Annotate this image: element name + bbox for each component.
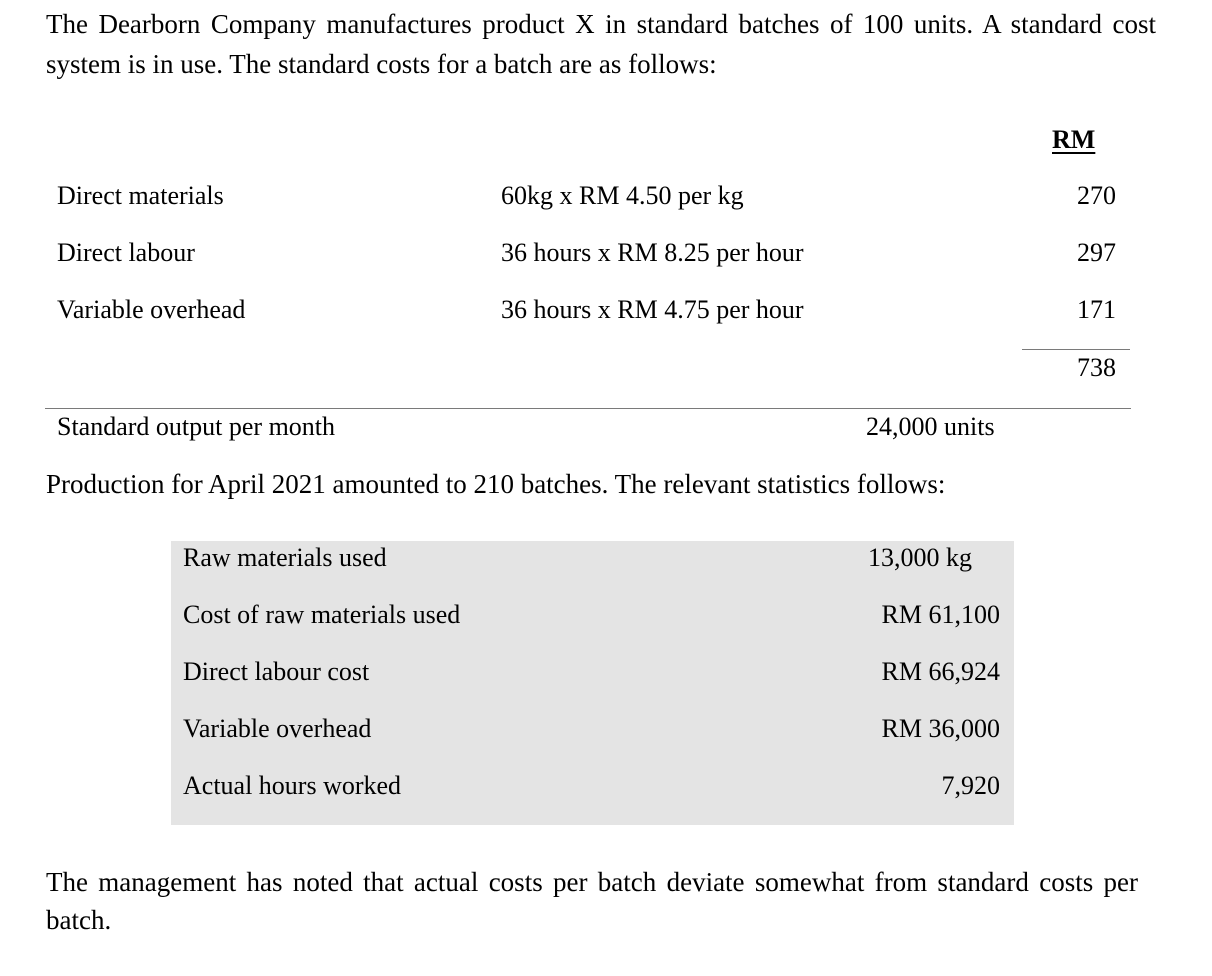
statistic-value: RM 61,100 <box>881 600 1000 629</box>
standard-output-label: Standard output per month <box>57 412 336 441</box>
cost-detail: 36 hours x RM 4.75 per hour <box>501 295 804 324</box>
cost-amount: 171 <box>1077 295 1116 324</box>
cost-amount: 270 <box>1077 181 1116 210</box>
cost-label: Direct materials <box>57 181 224 210</box>
cost-detail: 36 hours x RM 8.25 per hour <box>501 238 804 267</box>
currency-header: RM <box>1052 125 1096 154</box>
cost-total: 738 <box>1077 353 1116 382</box>
statistic-label: Actual hours worked <box>183 771 402 800</box>
production-paragraph: Production for April 2021 amounted to 210 batches. The relevant statistics follows: <box>46 469 946 499</box>
statistic-label: Raw materials used <box>183 543 387 572</box>
statistic-value: 7,920 <box>941 771 1000 800</box>
standard-output-value: 24,000 units <box>866 412 995 441</box>
cost-label: Variable overhead <box>57 295 246 324</box>
cost-amount: 297 <box>1077 238 1116 267</box>
statistic-value: RM 36,000 <box>881 714 1000 743</box>
statistic-label: Variable overhead <box>183 714 372 743</box>
statistic-label: Direct labour cost <box>183 657 370 686</box>
cost-detail: 60kg x RM 4.50 per kg <box>501 181 744 210</box>
statistic-value: 13,000 kg <box>868 543 972 572</box>
cost-label: Direct labour <box>57 238 195 267</box>
statistic-label: Cost of raw materials used <box>183 600 461 629</box>
closing-paragraph: The management has noted that actual costs per batch deviate somewhat from standard costs per batch. <box>46 867 1138 935</box>
intro-paragraph: The Dearborn Company manufactures product X in standard batches of 100 units. A standard cost system is in use. The standard costs for a batch are as follows: <box>46 9 1156 79</box>
subtotal-rule <box>1022 349 1130 350</box>
table-divider <box>45 408 1131 409</box>
statistic-value: RM 66,924 <box>881 657 1000 686</box>
